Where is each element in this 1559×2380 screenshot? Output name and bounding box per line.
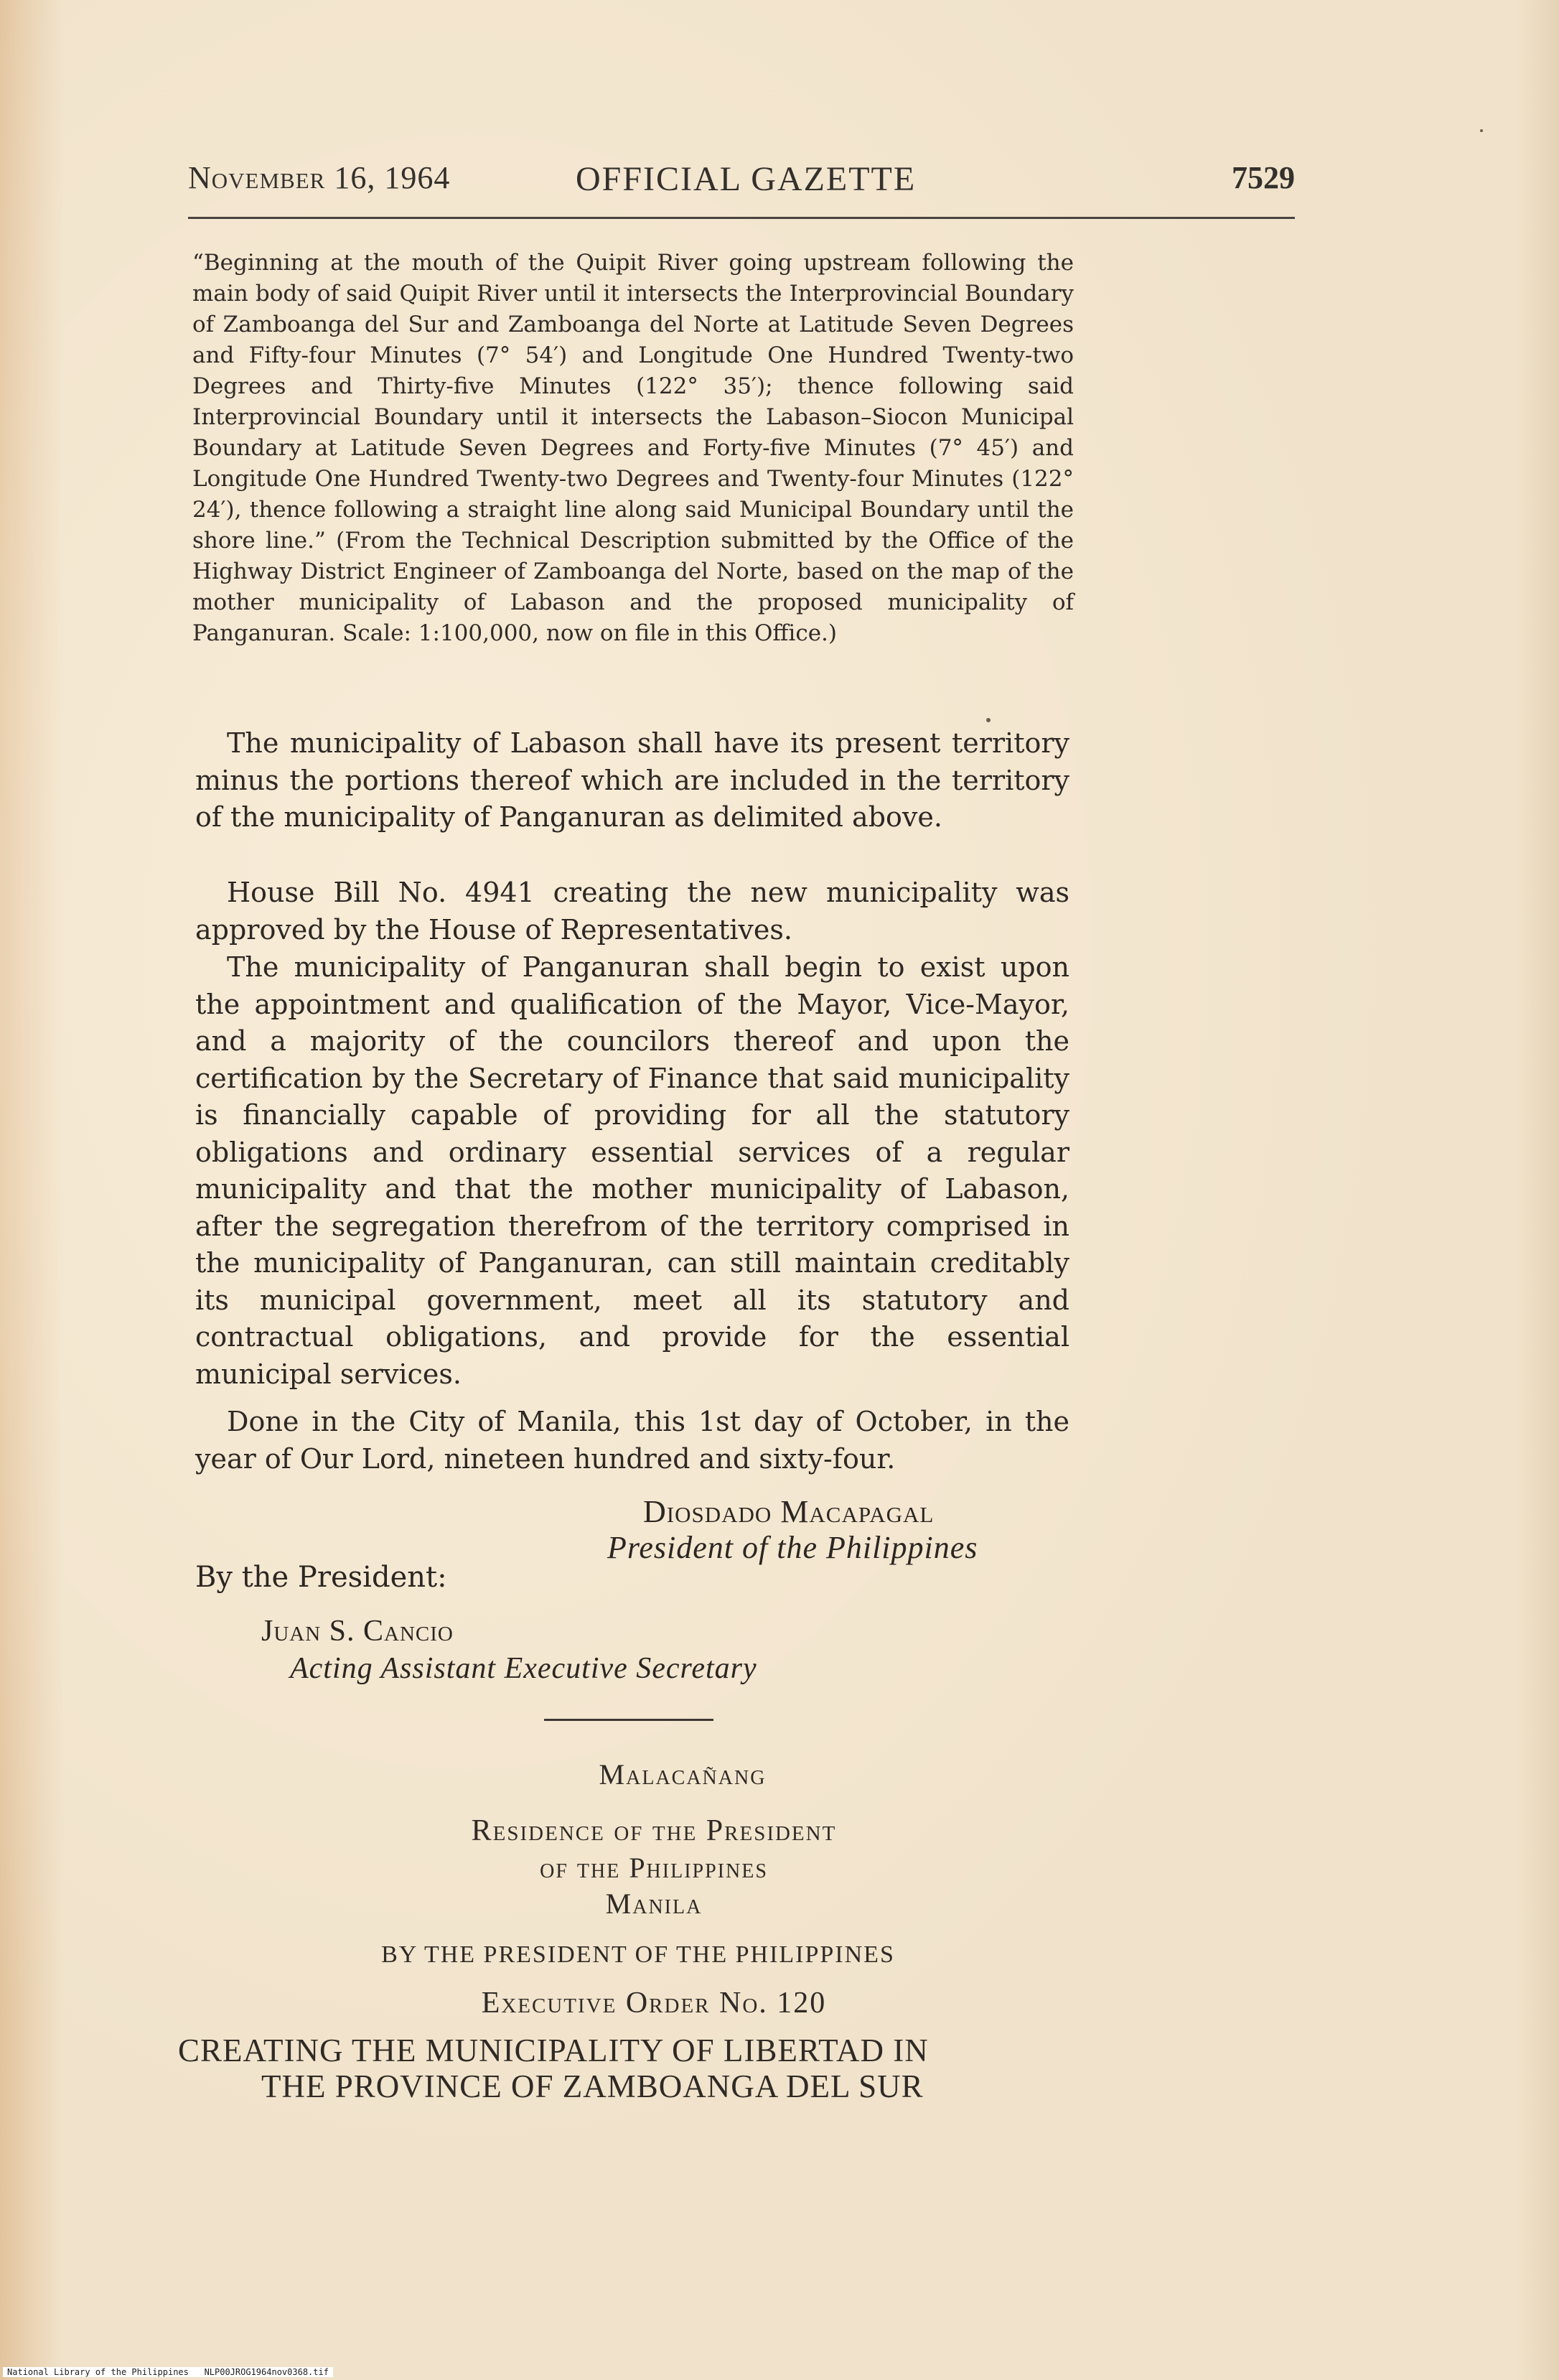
page-header <box>188 159 1295 202</box>
attesting-official-title: Acting Assistant Executive Secretary <box>290 1652 757 1685</box>
paper-speck <box>1480 129 1483 132</box>
order-by-president: BY THE PRESIDENT OF THE PHILIPPINES <box>381 1941 895 1968</box>
executive-order-number: Executive Order No. 120 <box>481 1987 827 2020</box>
paper-speck <box>986 718 991 722</box>
by-the-president-line: By the President: <box>195 1561 447 1594</box>
paragraph-text: The municipality of Labason shall have its present territory minus the portions thereof which are included in the territory of the municipality of Panganuran as delimited above. <box>195 727 1069 833</box>
paragraph-text: Done in the City of Manila, this 1st day of October, in the year of Our Lord, nineteen hundred and sixty-four. <box>195 1406 1069 1475</box>
technical-description-quote: “Beginning at the mouth of the Quipit River going upstream following the main body of said Quipit River until it intersects the Interprovincial Boundary of Zamboanga del Sur and Zamboanga del Norte at Latitude Seven Degrees and Fifty-four Minutes (7° 54′) and Longitude One Hundred Twenty-two Degrees and Thirty-five Minutes (122° 35′); thence following said Interprovincial Boundary until it intersects the Labason–Siocon Municipal Boundary at Latitude Seven Degrees and Forty-five Minutes (7° 45′) and Longitude One Hundred Twenty-two Degrees and Twenty-four Minutes (122° 24′), thence following a straight line along said Municipal Boundary until the shore line.” (From the Technical Description submitted by the Office of the Highway District Engineer of Zamboanga del Norte, based on the map of the mother municipality of Labason and the proposed municipality of Panganuran. Scale: 1:100,000, now on file in this Office.) <box>192 250 1074 646</box>
paragraph-done-in <box>195 1404 1069 1478</box>
paragraph-labason-territory <box>195 725 1069 836</box>
header-date: November 16, 1964 <box>188 160 451 195</box>
footer-file: NLP00JROG1964nov0368.tif <box>204 2367 329 2377</box>
executive-order-title-line1: CREATING THE MUNICIPALITY OF LIBERTAD IN <box>178 2033 929 2068</box>
order-residence-line2: of the Philippines <box>540 1852 768 1884</box>
order-residence-line1: Residence of the President <box>471 1814 837 1847</box>
header-title: OFFICIAL GAZETTE <box>576 160 917 198</box>
paragraph-text: House Bill No. 4941 creating the new municipality was approved by the House of Representatives. <box>195 877 1069 946</box>
scan-footer <box>3 2367 333 2377</box>
order-city: Manila <box>605 1887 703 1920</box>
paragraph-house-bill <box>195 874 1069 948</box>
signatory-title: President of the Philippines <box>607 1530 978 1565</box>
signatory-name: Diosdado Macapagal <box>643 1494 935 1529</box>
paragraph-text: The municipality of Panganuran shall begin to exist upon the appointment and qualification of the Mayor, Vice-Mayor, and a majority of the councilors thereof and upon the certification by the Secretary of Finance that said municipality is financially capable of providing for all the statutory obligations and ordinary essential services of a regular municipality and that the mother municipality of Labason, after the segregation therefrom of the territory comprised in the municipality of Panganuran, can still maintain creditably its municipal government, meet all its statutory and contractual obligations, and provide for the essential municipal services. <box>195 951 1069 1390</box>
attesting-official-name: Juan S. Cancio <box>261 1615 454 1648</box>
paragraph-begin-to-exist <box>195 949 1069 1393</box>
footer-library: National Library of the Philippines <box>7 2367 189 2377</box>
header-rule <box>188 217 1295 219</box>
order-place: Malacañang <box>599 1758 767 1791</box>
executive-order-title-line2: THE PROVINCE OF ZAMBOANGA DEL SUR <box>261 2068 924 2104</box>
header-page-number: 7529 <box>1232 160 1295 195</box>
section-divider <box>544 1719 713 1721</box>
